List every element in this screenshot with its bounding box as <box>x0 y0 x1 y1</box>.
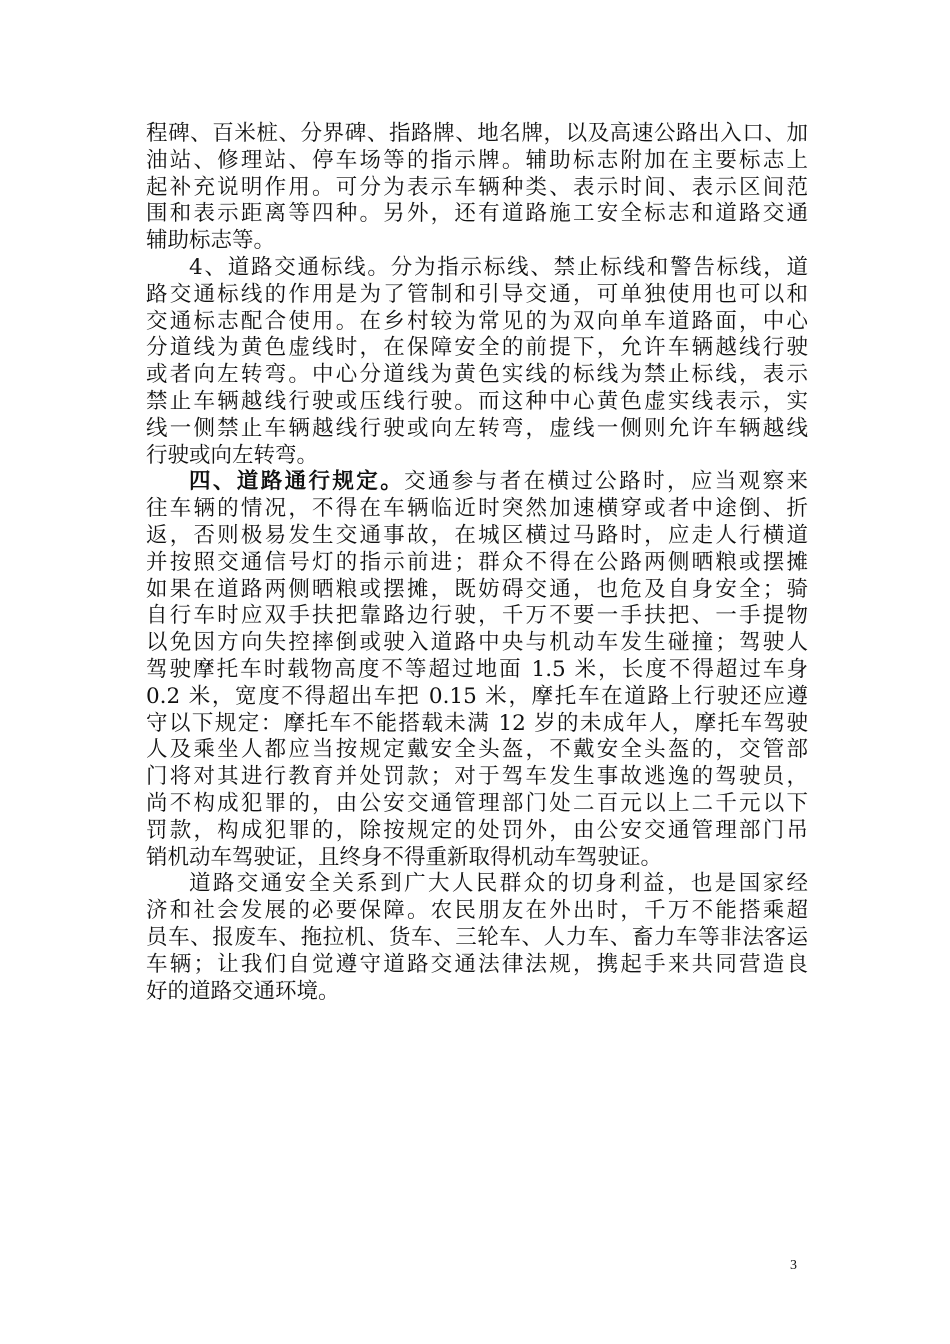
section-heading: 四、道路通行规定。 <box>189 469 405 495</box>
paragraph-conclusion <box>146 871 808 1005</box>
text-line: 如果在道路两侧晒粮或摆摊，既妨碍交通，也危及自身安全；骑 <box>146 576 808 602</box>
text-line: 并按照交通信号灯的指示前进；群众不得在公路两侧晒粮或摆摊 <box>146 549 808 575</box>
text-line: 守以下规定：摩托车不能搭载未满 12 岁的未成年人，摩托车驾驶 <box>146 710 808 736</box>
text-line: 辅助标志等。 <box>146 228 276 254</box>
text-line: 尚不构成犯罪的，由公安交通管理部门处二百元以上二千元以下 <box>146 790 808 816</box>
text-line: 油站、修理站、停车场等的指示牌。辅助标志附加在主要标志上 <box>146 147 808 173</box>
text-line: 人及乘坐人都应当按规定戴安全头盔，不戴安全头盔的，交管部 <box>146 737 808 763</box>
text-line: 返，否则极易发生交通事故，在城区横过马路时，应走人行横道 <box>146 522 808 548</box>
text-line: 驾驶摩托车时载物高度不等超过地面 1.5 米，长度不得超过车身 <box>146 656 808 682</box>
text-line: 0.2 米，宽度不得超出车把 0.15 米，摩托车在道路上行驶还应遵 <box>146 683 808 709</box>
heading-line-text: 交通参与者在横过公路时，应当观察来 <box>404 469 808 495</box>
text-line <box>146 469 808 496</box>
text-line: 交通标志配合使用。在乡村较为常见的为双向单车道路面，中心 <box>146 308 808 334</box>
paragraph-continuation <box>146 121 808 255</box>
text-line: 或者向左转弯。中心分道线为黄色实线的标线为禁止标线，表示 <box>146 362 808 388</box>
text-line: 行驶或向左转弯。 <box>146 442 319 468</box>
text-line: 分道线为黄色虚线时，在保障安全的前提下，允许车辆越线行驶 <box>146 335 808 361</box>
paragraph-traffic-rules <box>146 469 808 871</box>
text-line: 罚款，构成犯罪的，除按规定的处罚外，由公安交通管理部门吊 <box>146 817 808 843</box>
text-line: 以免因方向失控摔倒或驶入道路中央与机动车发生碰撞；驾驶人 <box>146 630 808 656</box>
paragraph-road-markings <box>146 255 808 469</box>
body-text <box>146 121 808 1005</box>
text-line: 济和社会发展的必要保障。农民朋友在外出时，千万不能搭乘超 <box>146 898 808 924</box>
text-line: 围和表示距离等四种。另外，还有道路施工安全标志和道路交通 <box>146 201 808 227</box>
text-line: 线一侧禁止车辆越线行驶或向左转弯，虚线一侧则允许车辆越线 <box>146 415 808 441</box>
text-line: 员车、报废车、拖拉机、货车、三轮车、人力车、畜力车等非法客运 <box>146 924 808 950</box>
text-line: 4、道路交通标线。分为指示标线、禁止标线和警告标线，道 <box>189 254 808 280</box>
text-line: 自行车时应双手扶把靠路边行驶，千万不要一手扶把、一手提物 <box>146 603 808 629</box>
text-line: 好的道路交通环境。 <box>146 978 340 1004</box>
text-line: 路交通标线的作用是为了管制和引导交通，可单独使用也可以和 <box>146 281 808 307</box>
text-line: 门将对其进行教育并处罚款；对于驾车发生事故逃逸的驾驶员， <box>146 764 808 790</box>
text-line: 道路交通安全关系到广大人民群众的切身利益，也是国家经 <box>189 871 808 897</box>
text-line: 程碑、百米桩、分界碑、指路牌、地名牌，以及高速公路出入口、加 <box>146 121 808 146</box>
page-number: 3 <box>790 1258 797 1273</box>
text-line: 起补充说明作用。可分为表示车辆种类、表示时间、表示区间范 <box>146 174 808 200</box>
text-line: 往车辆的情况，不得在车辆临近时突然加速横穿或者中途倒、折 <box>146 496 808 522</box>
text-line: 销机动车驾驶证，且终身不得重新取得机动车驾驶证。 <box>146 844 663 870</box>
text-line: 车辆；让我们自觉遵守道路交通法律法规，携起手来共同营造良 <box>146 951 808 977</box>
text-line: 禁止车辆越线行驶或压线行驶。而这种中心黄色虚实线表示，实 <box>146 388 808 414</box>
